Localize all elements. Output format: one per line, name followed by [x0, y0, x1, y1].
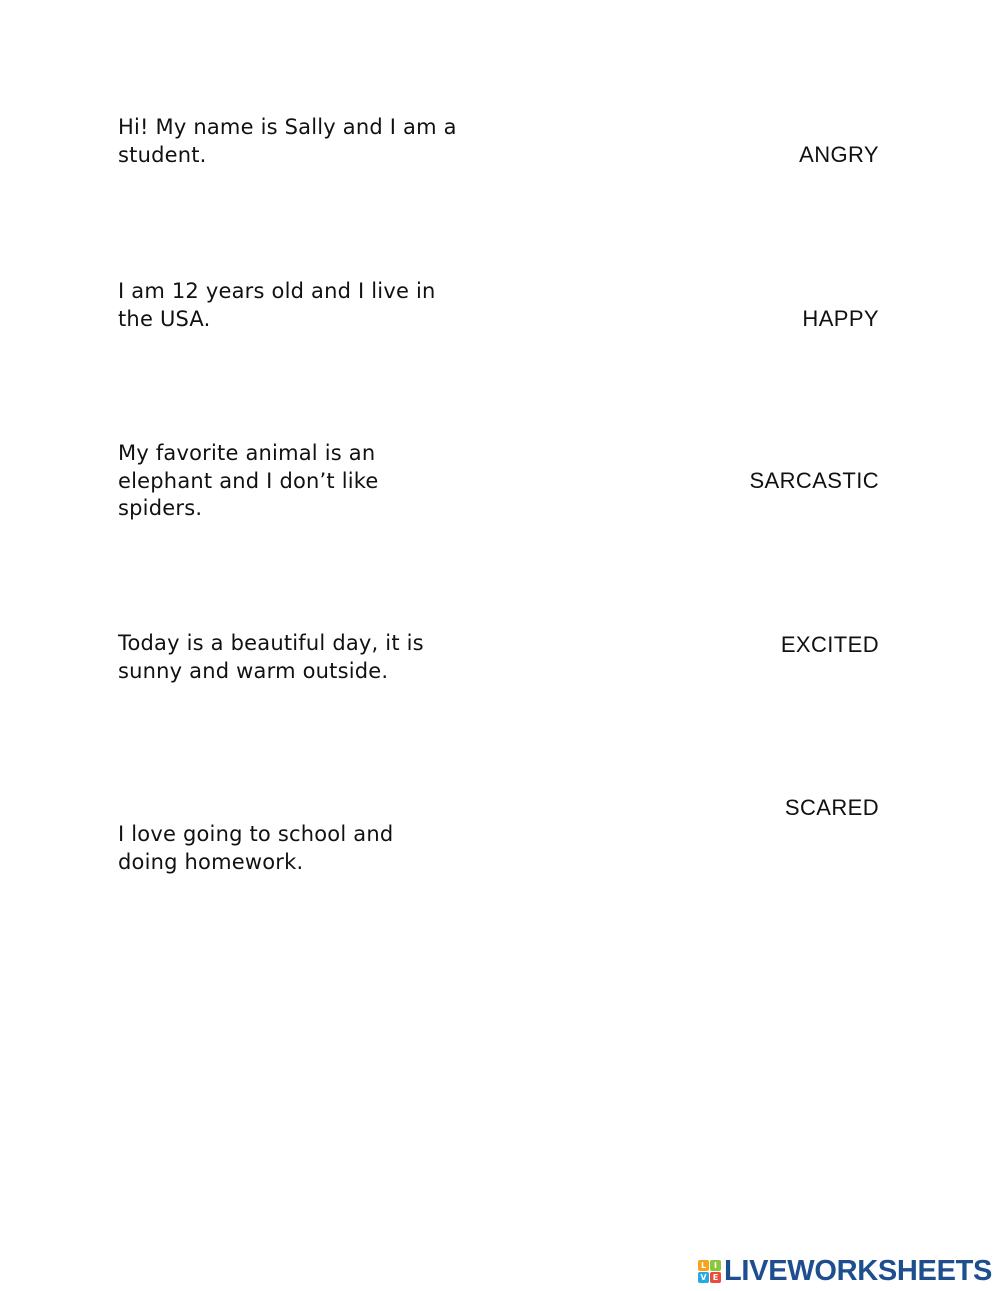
- sentence-4: Today is a beautiful day, it is sunny and warm outside.: [118, 631, 424, 683]
- liveworksheets-logo: [698, 1255, 992, 1287]
- logo-badge-letter: V: [698, 1272, 709, 1283]
- emotion-scared[interactable]: SCARED: [784, 795, 879, 820]
- sentence-5: I love going to school and doing homework.: [118, 822, 394, 874]
- emotion-happy[interactable]: HAPPY: [802, 306, 879, 331]
- emotion-angry[interactable]: ANGRY: [799, 142, 879, 167]
- logo-badge-icon: [698, 1260, 721, 1283]
- logo-wordmark: LIVEWORKSHEETS: [724, 1255, 993, 1287]
- emotion-excited[interactable]: EXCITED: [780, 632, 879, 657]
- sentence-3: My favorite animal is an elephant and I don’t like spiders.: [118, 441, 379, 520]
- logo-badge-letter: I: [710, 1260, 721, 1271]
- logo-badge-letter: E: [710, 1272, 721, 1283]
- emotion-sarcastic[interactable]: SARCASTIC: [749, 468, 879, 493]
- sentence-2: I am 12 years old and I live in the USA.: [118, 279, 436, 331]
- sentence-1: Hi! My name is Sally and I am a student.: [118, 115, 457, 167]
- logo-badge-letter: L: [698, 1260, 709, 1271]
